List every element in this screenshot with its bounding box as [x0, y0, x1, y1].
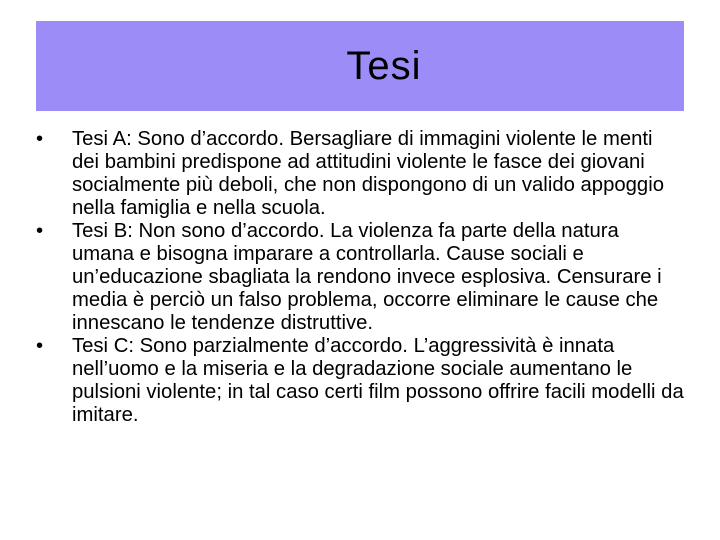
slide-body [36, 128, 684, 427]
bullet-icon: • [36, 335, 44, 357]
bullet-item-tesi-a [36, 128, 684, 220]
title-banner [36, 21, 684, 111]
slide-title: Tesi [346, 44, 422, 88]
bullet-text-tesi-a: Tesi A: Sono d’accordo. Bersagliare di immagini violente le menti dei bambini predispone ad attitudini violente le fasce dei giovani socialmente più deboli, che non dispongono di un valido appoggio nella famiglia e nella scuola. [72, 128, 664, 219]
bullet-item-tesi-c [36, 335, 684, 427]
bullet-list [36, 128, 684, 427]
bullet-item-tesi-b [36, 220, 684, 335]
bullet-icon: • [36, 128, 44, 150]
bullet-icon: • [36, 220, 44, 242]
bullet-text-tesi-c: Tesi C: Sono parzialmente d’accordo. L’aggressività è innata nell’uomo e la miseria e la degradazione sociale aumentano le pulsioni violente; in tal caso certi film possono offrire facili modelli da imitare. [72, 335, 684, 426]
bullet-text-tesi-b: Tesi B: Non sono d’accordo. La violenza fa parte della natura umana e bisogna imparare a controllarla. Cause sociali e un’educazione sbagliata la rendono invece esplosiva. Censurare i media è perciò un falso problema, occorre eliminare le cause che innescano le tendenze distruttive. [72, 220, 662, 334]
